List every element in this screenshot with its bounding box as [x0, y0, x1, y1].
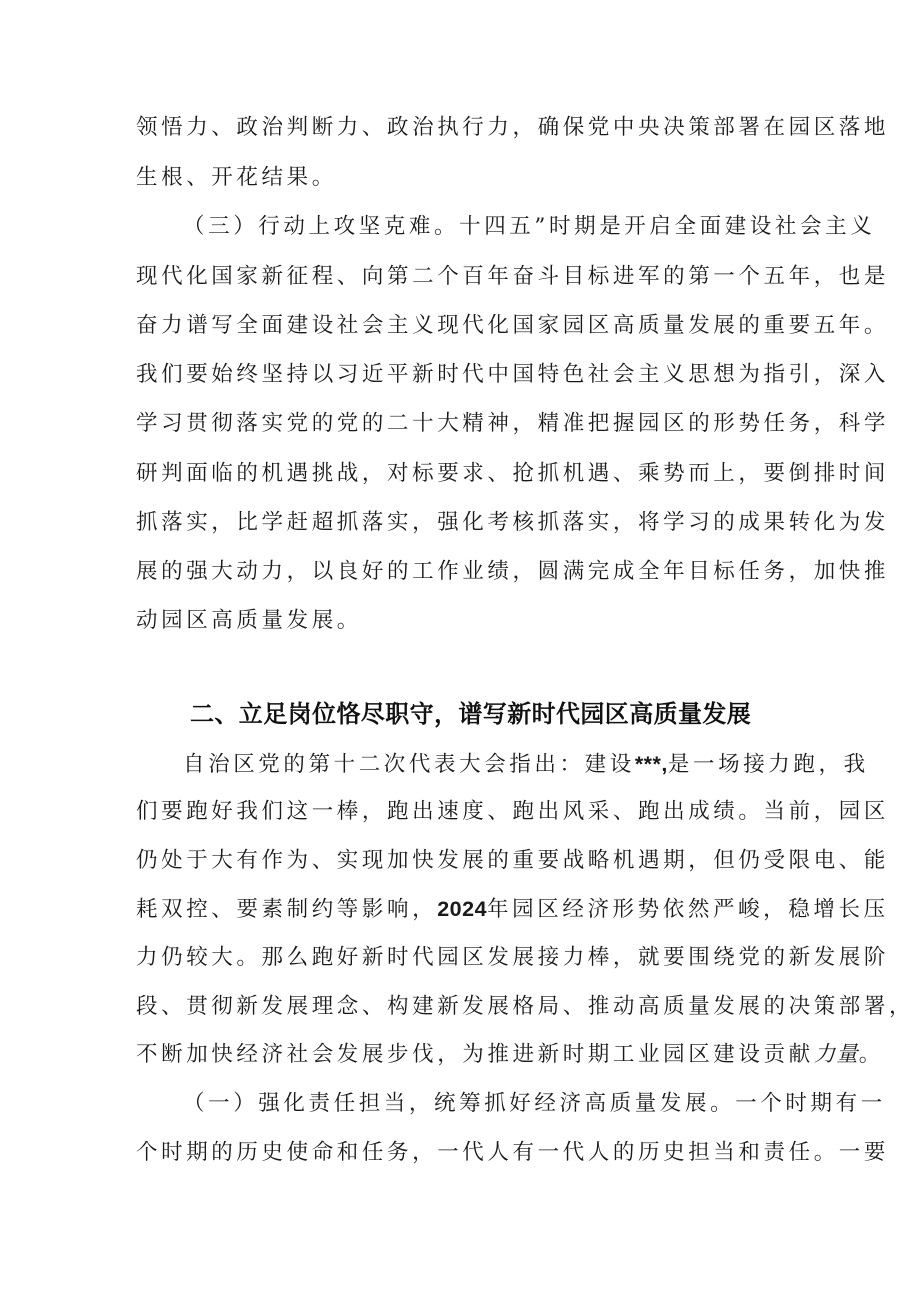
paragraph-line: （一）强化责任担当，统筹抓好经济高质量发展。一个时期有一	[183, 1091, 886, 1116]
paragraph-line: 研判面临的机遇挑战，对标要求、抢抓机遇、乘势而上，要倒排时间	[136, 461, 890, 486]
section-heading: 二、立足岗位恪尽职守，谱写新时代园区高质量发展	[190, 700, 752, 728]
paragraph-line: 个时期的历史使命和任务，一代人有一代人的历史担当和责任。一要	[136, 1140, 890, 1165]
paragraph-line	[136, 894, 889, 925]
paragraph-line: 生根、开花结果。	[136, 165, 337, 190]
redacted-text: ***,	[634, 752, 668, 776]
paragraph-line	[183, 749, 869, 780]
text-segment: 年园区经济形势依然严峻，稳增长压	[487, 897, 889, 922]
paragraph-line: 我们要始终坚持以习近平新时代中国特色社会主义思想为指引，深入	[136, 362, 890, 387]
text-segment: 耗双控、要素制约等影响，	[136, 897, 438, 922]
text-segment: 是一场接力跑，我	[667, 752, 869, 777]
paragraph-line: 们要跑好我们这一棒，跑出速度、跑出风采、跑出成绩。当前，园区	[136, 799, 890, 824]
paragraph-line: 展的强大动力，以良好的工作业绩，圆满完成全年目标任务，加快推	[136, 559, 890, 584]
italic-text: 力量	[813, 1042, 859, 1067]
paragraph-line: 力仍较大。那么跑好新时代园区发展接力棒，就要围绕党的新发展阶	[136, 945, 890, 970]
paragraph-line: 仍处于大有作为、实现加快发展的重要战略机遇期，但仍受限电、能	[136, 848, 890, 873]
text-segment: 自治区党的第十二次代表大会指出：建设	[183, 752, 635, 777]
paragraph-line	[136, 1040, 884, 1070]
paragraph-line: 奋力谱写全面建设社会主义现代化国家园区高质量发展的重要五年。	[136, 313, 890, 338]
text-segment: 不断加快经济社会发展步伐，为推进新时期工业园区建设贡献	[136, 1042, 814, 1067]
paragraph-line: 段、贯彻新发展理念、构建新发展格局、推动高质量发展的决策部署，	[136, 994, 915, 1019]
paragraph-line: 领悟力、政治判断力、政治执行力，确保党中央决策部署在园区落地	[136, 115, 890, 140]
paragraph-line: 抓落实，比学赶超抓落实，强化考核抓落实，将学习的成果转化为发	[136, 510, 890, 535]
text-segment: 。	[858, 1042, 884, 1067]
year-number: 2024	[437, 897, 488, 921]
paragraph-line: 动园区高质量发展。	[136, 608, 362, 633]
paragraph-line: （三）行动上攻坚克难。十四五”时期是开启全面建设社会主义	[183, 214, 876, 239]
paragraph-line: 现代化国家新征程、向第二个百年奋斗目标进军的第一个五年，也是	[136, 264, 890, 289]
paragraph-line: 学习贯彻落实党的党的二十大精神，精准把握园区的形势任务，科学	[136, 411, 890, 436]
